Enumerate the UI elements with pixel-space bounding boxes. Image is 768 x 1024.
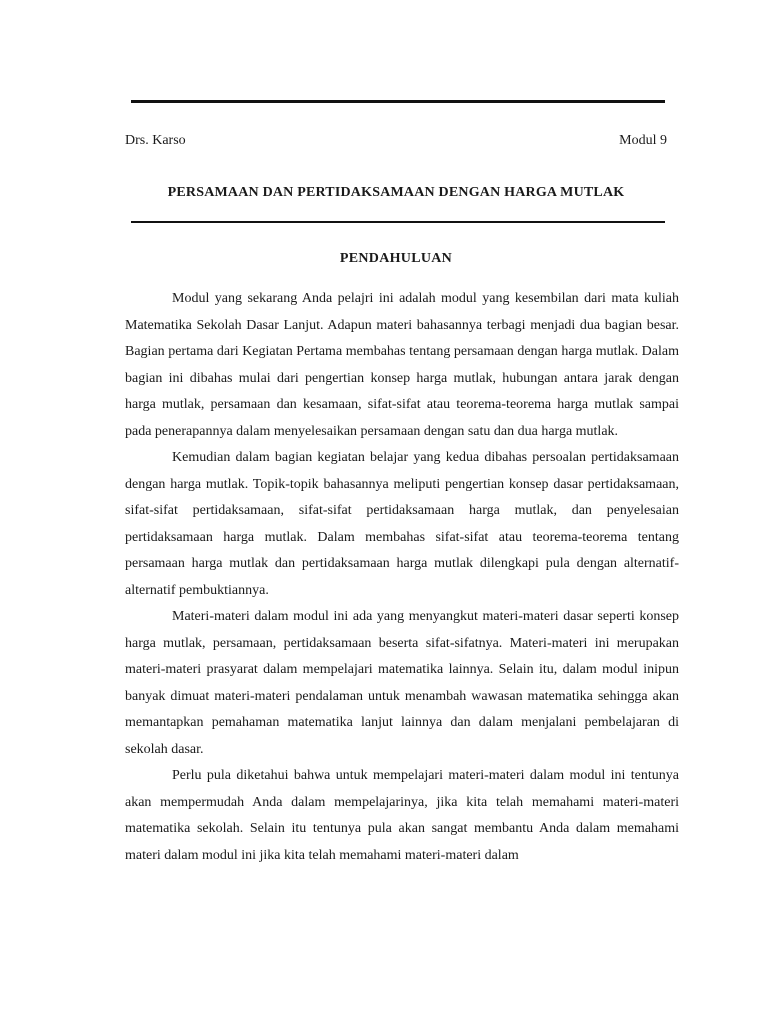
- author-name: Drs. Karso: [125, 133, 186, 148]
- section-heading: PENDAHULUAN: [339, 251, 453, 266]
- body-text: [125, 286, 679, 869]
- paragraph: Modul yang sekarang Anda pelajri ini adalah modul yang kesembilan dari mata kuliah Matematika Sekolah Dasar Lanjut. Adapun materi bahasannya terbagi menjadi dua bagian besar. Bagian pertama dari Kegiatan Pertama membahas tentang persamaan dengan harga mutlak. Dalam bagian ini dibahas mulai dari pengertian konsep harga mutlak, hubungan antara jarak dengan harga mutlak, persamaan dan kesamaan, sifat-sifat atau teorema-teorema harga mutlak sampai pada penerapannya dalam menyelesaikan persamaan dengan satu dan dua harga mutlak.: [125, 291, 679, 439]
- title-rule: [131, 221, 665, 223]
- paragraph: Materi-materi dalam modul ini ada yang menyangkut materi-materi dasar seperti konsep harga mutlak, persamaan, pertidaksamaan beserta sifat-sifatnya. Materi-materi ini merupakan materi-materi prasyarat dalam mempelajari matematika lainnya. Selain itu, dalam modul inipun banyak dimuat materi-materi pendalaman untuk menambah wawasan matematika sehingga akan memantapkan pemahaman matematika lanjut lainnya dan dalam menjalani pembelajaran di sekolah dasar.: [125, 609, 679, 757]
- paragraph: Kemudian dalam bagian kegiatan belajar yang kedua dibahas persoalan pertidaksamaan dengan harga mutlak. Topik-topik bahasannya meliputi pengertian konsep dasar pertidaksamaan, sifat-sifat pertidaksamaan, sifat-sifat pertidaksamaan harga mutlak, dan penyelesaian pertidaksamaan harga mutlak. Dalam membahas sifat-sifat atau teorema-teorema tentang persamaan harga mutlak dan pertidaksamaan harga mutlak dilengkapi pula dengan alternatif-alternatif pembuktiannya.: [125, 450, 679, 598]
- top-rule: [131, 100, 665, 103]
- paragraph: Perlu pula diketahui bahwa untuk mempelajari materi-materi dalam modul ini tentunya akan mempermudah Anda dalam mempelajarinya, jika kita telah memahami materi-materi matematika sekolah. Selain itu tentunya pula akan sangat membantu Anda dalam memahami materi dalam modul ini jika kita telah memahami materi-materi dalam: [125, 768, 679, 863]
- module-number: Modul 9: [619, 133, 667, 148]
- document-title: PERSAMAAN DAN PERTIDAKSAMAAN DENGAN HARGA MUTLAK: [167, 185, 625, 200]
